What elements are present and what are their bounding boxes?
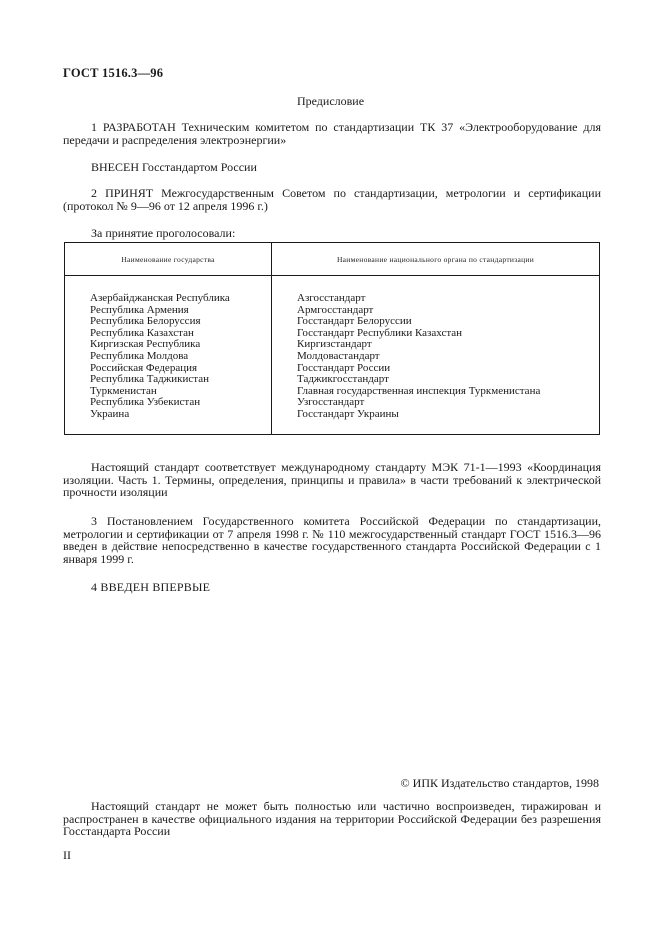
table-cell-state: Республика Белоруссия [90, 315, 201, 328]
bodies-column [272, 276, 600, 435]
table-header-row [65, 243, 600, 276]
page-title: Предисловие [296, 94, 365, 108]
table-cell-state: Республика Армения [90, 303, 189, 316]
table-cell-state: Азербайджанская Республика [90, 292, 230, 304]
paragraph-notice: Настоящий стандарт не может быть полностью или частично воспроизведен, тиражирован и распространен в качестве официального издания на территории Российской Федерации без разрешения Госстандарта России [63, 799, 601, 838]
table-cell-body: Азгосстандарт [297, 292, 366, 304]
table-cell-state: Республика Таджикистан [90, 373, 209, 386]
paragraph-first-introduced: 4 ВВЕДЕН ВПЕРВЫЕ [91, 580, 211, 594]
table-cell-state: Республика Узбекистан [90, 396, 201, 409]
paragraph-introduced: ВНЕСЕН Госстандартом России [91, 160, 257, 174]
table-body-row [65, 276, 600, 435]
table-header-state: Наименование государства [65, 243, 272, 276]
table-cell-state: Республика Казахстан [90, 326, 194, 339]
table-cell-body: Таджикгосстандарт [297, 373, 389, 386]
table-cell-body: Молдовастандарт [297, 349, 380, 362]
paragraph-voted: За принятие проголосовали: [91, 226, 236, 240]
table-cell-state: Украина [90, 407, 130, 420]
table-header-body: Наименование национального органа по стандартизации [272, 243, 600, 276]
table-cell-state: Туркменистан [90, 384, 157, 397]
states-column [65, 276, 272, 435]
table-cell-state: Российская Федерация [90, 361, 198, 374]
paragraph-developed: 1 РАЗРАБОТАН Техническим комитетом по стандартизации ТК 37 «Электрооборудование для передачи и распределения электроэнергии» [63, 120, 601, 147]
table-cell-body: Госстандарт Белоруссии [297, 315, 412, 328]
standard-code: ГОСТ 1516.3—96 [63, 66, 164, 80]
table-cell-state: Киргизская Республика [90, 338, 201, 351]
paragraph-adopted: 2 ПРИНЯТ Межгосударственным Советом по стандартизации, метрологии и сертификации (протокол № 9—96 от 12 апреля 1996 г.) [63, 186, 601, 213]
copyright-line: © ИПК Издательство стандартов, 1998 [400, 776, 599, 790]
table-cell-body: Госстандарт России [297, 361, 391, 374]
table-cell-body: Главная государственная инспекция Туркменистана [297, 384, 541, 397]
table-cell-body: Госстандарт Республики Казахстан [297, 326, 463, 339]
table-cell-state: Республика Молдова [90, 349, 189, 362]
table-cell-body: Госстандарт Украины [297, 407, 399, 420]
table-cell-body: Узгосстандарт [297, 396, 365, 409]
paragraph-decree: 3 Постановлением Государственного комитета Российской Федерации по стандартизации, метрологии и сертификации от 7 апреля 1998 г. № 110 межгосударственный стандарт ГОСТ 1516.3—96 введен в действие непосредственно в качестве государственного стандарта Российской Федерации с 1 января 1999 г. [63, 514, 601, 566]
paragraph-conformity: Настоящий стандарт соответствует международному стандарту МЭК 71-1—1993 «Координация изоляции. Часть 1. Термины, определения, принципы и правила» в части требований к электрической прочности изоляции [63, 460, 601, 499]
voting-table [64, 242, 600, 435]
table-cell-body: Армгосстандарт [297, 303, 374, 316]
page-number: II [63, 848, 71, 862]
table-cell-body: Киргизстандарт [297, 338, 372, 351]
